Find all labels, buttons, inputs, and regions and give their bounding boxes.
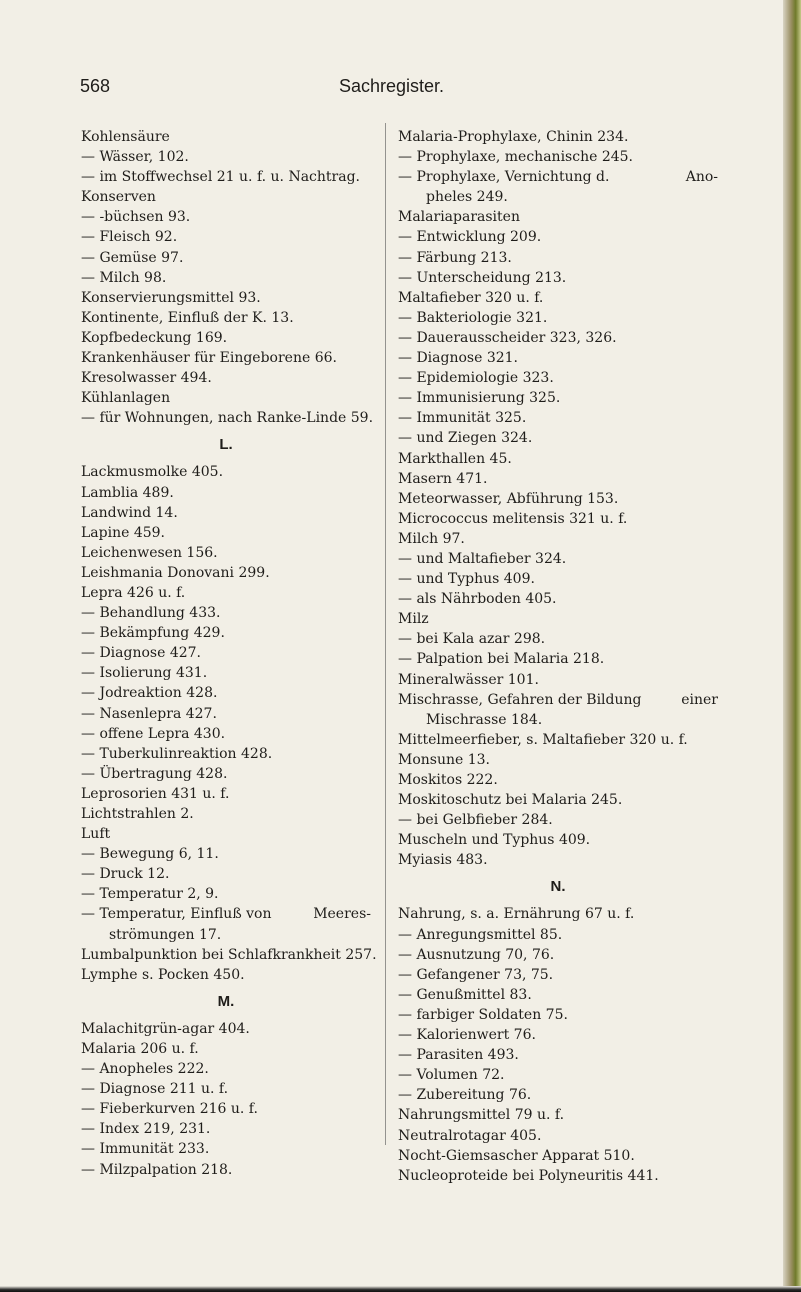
- index-entry: Malachitgrün-agar 404.: [81, 1020, 250, 1037]
- bottom-edge: [0, 1286, 801, 1292]
- index-entry: — Immunität 325.: [398, 410, 527, 427]
- index-entry: Kontinente, Einfluß der K. 13.: [81, 309, 294, 326]
- index-entry: Nocht-Giemsascher Apparat 510.: [398, 1147, 635, 1164]
- index-entry: Leichenwesen 156.: [81, 544, 218, 561]
- index-entry: Leprosorien 431 u. f.: [81, 785, 230, 802]
- index-entry-text: Mischrasse, Gefahren der Bildung: [398, 691, 642, 708]
- index-entry: — und Ziegen 324.: [398, 430, 533, 447]
- index-entry: Konservierungsmittel 93.: [81, 289, 261, 306]
- index-entry: [398, 690, 718, 710]
- index-entry: — und Maltafieber 324.: [398, 550, 567, 567]
- index-entry: — Druck 12.: [81, 866, 170, 883]
- index-entry: — Epidemiologie 323.: [398, 370, 554, 387]
- index-entry: — Volumen 72.: [398, 1067, 505, 1084]
- page-header: [0, 76, 783, 102]
- index-entry: Malariaparasiten: [398, 209, 520, 226]
- index-entry: Kohlensäure: [81, 129, 170, 145]
- index-column-left: [81, 127, 377, 1180]
- index-entry: — farbiger Soldaten 75.: [398, 1006, 568, 1023]
- index-entry: Leishmania Donovani 299.: [81, 564, 270, 581]
- column-divider: [385, 123, 386, 1145]
- index-entry: Nahrungsmittel 79 u. f.: [398, 1107, 565, 1124]
- index-entry: — Zubereitung 76.: [398, 1087, 532, 1104]
- index-column-right: [398, 127, 718, 1186]
- index-entry-continuation: pheles 249.: [426, 189, 508, 206]
- index-entry: Moskitos 222.: [398, 772, 498, 788]
- index-entry-text: — Temperatur, Einfluß von: [81, 906, 272, 923]
- section-letter: L.: [219, 436, 233, 454]
- index-entry: Maltafieber 320 u. f.: [398, 289, 544, 306]
- index-entry: — Diagnose 211 u. f.: [81, 1081, 229, 1098]
- index-entry: — Parasiten 493.: [398, 1047, 519, 1064]
- index-entry: — bei Gelbfieber 284.: [398, 812, 553, 829]
- index-entry: Kresolwasser 494.: [81, 370, 212, 387]
- index-entry: — Unterscheidung 213.: [398, 269, 567, 286]
- index-entry: Neutralrotagar 405.: [398, 1127, 542, 1144]
- index-entry-continuation: strömungen 17.: [109, 926, 222, 943]
- index-entry: — Palpation bei Malaria 218.: [398, 651, 605, 668]
- index-entry: — Bewegung 6, 11.: [81, 846, 219, 863]
- index-entry: Moskitoschutz bei Malaria 245.: [398, 792, 623, 809]
- index-entry: — Immunisierung 325.: [398, 390, 561, 407]
- index-entry: Markthallen 45.: [398, 450, 512, 467]
- page-number: 568: [80, 76, 111, 96]
- index-entry: Lapine 459.: [81, 524, 166, 541]
- index-entry: — Milzpalpation 218.: [81, 1161, 233, 1178]
- index-entry: — Ausnutzung 70, 76.: [398, 946, 555, 963]
- index-entry: — Jodreaktion 428.: [81, 685, 218, 702]
- section-letter: N.: [550, 878, 566, 896]
- index-entry: — Isolierung 431.: [81, 665, 208, 682]
- index-entry-hyphenated-part: Ano-: [685, 169, 718, 186]
- page-title: Sachregister.: [339, 76, 445, 96]
- index-entry: Luft: [81, 826, 111, 843]
- index-entry: Myiasis 483.: [398, 852, 488, 869]
- index-entry: Mittelmeerfieber, s. Maltafieber 320 u. f.: [398, 731, 688, 748]
- index-entry: Lepra 426 u. f.: [81, 584, 186, 601]
- index-entry: Mineralwässer 101.: [398, 671, 539, 688]
- index-entry: Malaria-Prophylaxe, Chinin 234.: [398, 129, 629, 145]
- index-entry: — -büchsen 93.: [81, 209, 191, 226]
- index-entry: — Kalorienwert 76.: [398, 1027, 536, 1044]
- index-entry: — Diagnose 321.: [398, 350, 518, 367]
- index-entry: Masern 471.: [398, 470, 488, 487]
- index-entry: — Tuberkulinreaktion 428.: [81, 745, 273, 762]
- index-entry: Kühlanlagen: [81, 390, 171, 407]
- index-entry: Krankenhäuser für Eingeborene 66.: [81, 350, 337, 367]
- index-entry: — Bekämpfung 429.: [81, 625, 225, 642]
- index-entry: — Genußmittel 83.: [398, 986, 532, 1003]
- index-entry: Milz: [398, 611, 429, 628]
- index-entry: — Gefangener 73, 75.: [398, 966, 554, 983]
- index-entry: — Wässer, 102.: [81, 149, 189, 166]
- page-edge-shadow: [783, 0, 801, 1292]
- index-entry: — und Typhus 409.: [398, 571, 535, 588]
- section-letter: M.: [217, 992, 235, 1010]
- index-entry: — Nasenlepra 427.: [81, 705, 217, 722]
- index-entry: — Prophylaxe, mechanische 245.: [398, 149, 633, 166]
- index-entry: Nahrung, s. a. Ernährung 67 u. f.: [398, 906, 635, 923]
- index-entry: Landwind 14.: [81, 504, 178, 521]
- index-entry: — Anopheles 222.: [81, 1061, 209, 1078]
- index-entry: — Bakteriologie 321.: [398, 309, 548, 326]
- index-entry: — Gemüse 97.: [81, 249, 184, 266]
- index-entry: — Fieberkurven 216 u. f.: [81, 1101, 258, 1118]
- index-entry: — Färbung 213.: [398, 249, 512, 266]
- index-entry-hyphenated-part: einer: [681, 691, 718, 708]
- index-entry: Micrococcus melitensis 321 u. f.: [398, 510, 628, 527]
- index-entry: Muscheln und Typhus 409.: [398, 832, 591, 849]
- index-entry: — im Stoffwechsel 21 u. f. u. Nachtrag.: [81, 169, 360, 186]
- index-entry: — Temperatur 2, 9.: [81, 886, 219, 903]
- index-entry: Nucleoproteide bei Polyneuritis 441.: [398, 1167, 659, 1184]
- index-entry: — als Nährboden 405.: [398, 591, 557, 608]
- index-entry-text: — Prophylaxe, Vernichtung d.: [398, 169, 610, 186]
- index-entry: — Entwicklung 209.: [398, 229, 542, 246]
- index-entry: Meteorwasser, Abführung 153.: [398, 490, 619, 507]
- index-entry: [81, 904, 371, 924]
- index-entry: — für Wohnungen, nach Ranke-Linde 59.: [81, 410, 374, 427]
- index-entry: — Übertragung 428.: [81, 765, 228, 782]
- index-entry: Lymphe s. Pocken 450.: [81, 966, 245, 983]
- index-entry: Monsune 13.: [398, 751, 490, 768]
- index-entry-hyphenated-part: Meeres-: [313, 906, 371, 923]
- index-entry: — offene Lepra 430.: [81, 725, 226, 742]
- index-entry: Konserven: [81, 189, 156, 206]
- index-entry: — Fleisch 92.: [81, 229, 178, 246]
- index-entry: — Milch 98.: [81, 269, 167, 286]
- index-entry: — Anregungsmittel 85.: [398, 926, 563, 943]
- index-entry: [398, 167, 718, 187]
- index-entry: — Diagnose 427.: [81, 645, 201, 662]
- index-entry: Kopfbedeckung 169.: [81, 329, 228, 346]
- index-entry-continuation: Mischrasse 184.: [426, 711, 543, 728]
- index-entry: Lackmusmolke 405.: [81, 464, 224, 481]
- index-entry: Lamblia 489.: [81, 484, 174, 501]
- index-entry: Lumbalpunktion bei Schlafkrankheit 257.: [81, 946, 377, 963]
- index-entry: — Behandlung 433.: [81, 605, 221, 622]
- index-entry: Lichtstrahlen 2.: [81, 806, 194, 822]
- index-entry: — Index 219, 231.: [81, 1121, 211, 1138]
- index-entry: Malaria 206 u. f.: [81, 1040, 199, 1057]
- index-entry: — bei Kala azar 298.: [398, 631, 546, 648]
- index-entry: — Immunität 233.: [81, 1141, 210, 1158]
- index-entry: Milch 97.: [398, 530, 465, 547]
- index-entry: — Dauerausscheider 323, 326.: [398, 329, 617, 346]
